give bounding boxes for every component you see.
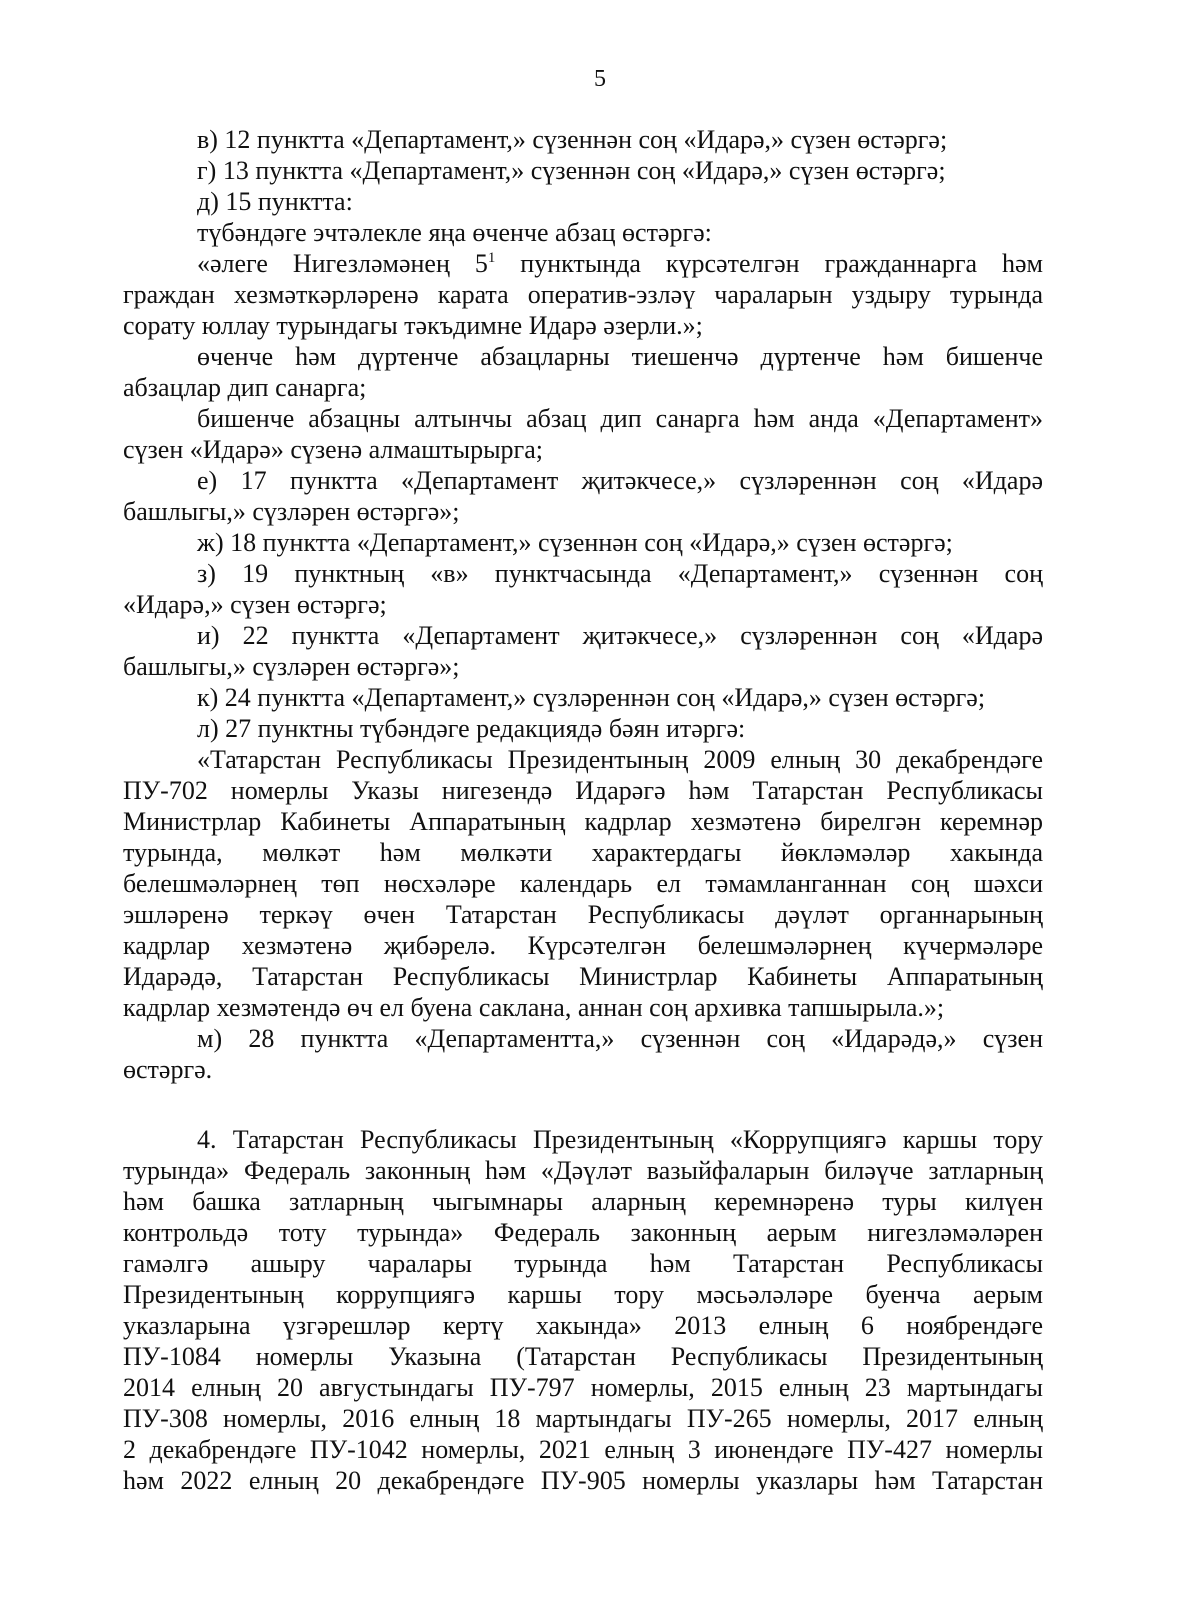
- text-line: [123, 1054, 1043, 1085]
- line-text-tail: пунктында күрсәтелгән гражданнарга һәм: [495, 249, 1043, 278]
- text-line: [123, 217, 1043, 248]
- text-line: [123, 992, 1043, 1023]
- line-text: Президентының коррупциягә каршы тору мәсьәләләре буенча аерым: [123, 1280, 1043, 1309]
- text-line: [123, 1434, 1043, 1465]
- line-text: абзацлар дип санарга;: [123, 373, 367, 402]
- line-text: и) 22 пунктта «Департамент җитәкчесе,» сүзләреннән соң «Идарә: [197, 621, 1043, 650]
- line-text: гамәлгә ашыру чаралары турында һәм Татарстан Республикасы: [123, 1249, 1043, 1278]
- line-text: турында» Федераль законның һәм «Дәүләт вазыйфаларын биләүче затларның: [123, 1156, 1043, 1185]
- line-text: 4. Татарстан Республикасы Президентының «Коррупциягә каршы тору: [197, 1125, 1043, 1154]
- text-line: [123, 155, 1043, 186]
- text-line: [123, 806, 1043, 837]
- line-text: ж) 18 пунктта «Департамент,» сүзеннән соң «Идарә,» сүзен өстәргә;: [197, 528, 953, 557]
- text-line: [123, 1155, 1043, 1186]
- line-text: Идарәдә, Татарстан Республикасы Министрлар Кабинеты Аппаратының: [123, 962, 1043, 991]
- text-line: [123, 527, 1043, 558]
- line-text: Министрлар Кабинеты Аппаратының кадрлар хезмәтенә бирелгән керемнәр: [123, 807, 1043, 836]
- line-text: ПУ-308 номерлы, 2016 елның 18 мартындагы ПУ-265 номерлы, 2017 елның: [123, 1404, 1043, 1433]
- text-line: [123, 682, 1043, 713]
- text-line: [123, 403, 1043, 434]
- line-text: з) 19 пунктның «в» пунктчасында «Департамент,» сүзеннән соң: [197, 559, 1043, 588]
- text-line: [123, 1186, 1043, 1217]
- text-line: [123, 1310, 1043, 1341]
- line-text: 2 декабрендәге ПУ-1042 номерлы, 2021 елның 3 июнендәге ПУ-427 номерлы: [123, 1435, 1043, 1464]
- line-text: граждан хезмәткәрләренә карата оператив-эзләү чараларын уздыру турында: [123, 280, 1043, 309]
- text-line: [123, 961, 1043, 992]
- line-text: кадрлар хезмәтенә җибәрелә. Күрсәтелгән белешмәләрнең күчермәләре: [123, 931, 1043, 960]
- line-text: эшләренә теркәү өчен Татарстан Республикасы дәүләт органнарының: [123, 900, 1043, 929]
- text-line: [123, 1248, 1043, 1279]
- line-text: контрольдә тоту турында» Федераль законның аерым нигезләмәләрен: [123, 1218, 1043, 1247]
- line-text: в) 12 пунктта «Департамент,» сүзеннән соң «Идарә,» сүзен өстәргә;: [197, 125, 948, 154]
- line-text: түбәндәге эчтәлекле яңа өченче абзац өстәргә:: [197, 218, 712, 247]
- text-line: [123, 310, 1043, 341]
- text-line: [123, 434, 1043, 465]
- line-text: сүзен «Идарә» сүзенә алмаштырырга;: [123, 435, 543, 464]
- text-line: [123, 124, 1043, 155]
- superscript: 1: [487, 250, 496, 266]
- line-text: һәм башка затларның чыгымнары аларның керемнәренә туры килүен: [123, 1187, 1043, 1216]
- text-line: [123, 496, 1043, 527]
- page-number: 5: [594, 66, 606, 92]
- line-text: е) 17 пунктта «Департамент җитәкчесе,» сүзләреннән соң «Идарә: [197, 466, 1043, 495]
- text-line: [123, 775, 1043, 806]
- line-text: башлыгы,» сүзләрен өстәргә»;: [123, 497, 460, 526]
- line-text: өстәргә.: [123, 1055, 213, 1084]
- text-line: [123, 1217, 1043, 1248]
- line-text: сорату юллау турындагы тәкъдимне Идарә әзерли.»;: [123, 311, 703, 340]
- text-line: [123, 713, 1043, 744]
- text-line: [123, 868, 1043, 899]
- line-text: кадрлар хезмәтендә өч ел буена саклана, аннан соң архивка тапшырыла.»;: [123, 993, 945, 1022]
- line-text: белешмәләрнең төп нөсхәләре календарь ел тәмамланганнан соң шәхси: [123, 869, 1043, 898]
- line-text: г) 13 пунктта «Департамент,» сүзеннән соң «Идарә,» сүзен өстәргә;: [197, 156, 946, 185]
- paragraph-spacer: [123, 1085, 1043, 1124]
- line-text: турында, мөлкәт һәм мөлкәти характердагы йөкләмәләр хакында: [123, 838, 1043, 867]
- text-line: [123, 279, 1043, 310]
- line-text: «Татарстан Республикасы Президентының 2009 елның 30 декабрендәге: [197, 745, 1043, 774]
- text-line: [123, 930, 1043, 961]
- text-line: [123, 248, 1043, 279]
- text-line: [123, 558, 1043, 589]
- text-line: [123, 1023, 1043, 1054]
- text-line: [123, 837, 1043, 868]
- text-line: [123, 899, 1043, 930]
- line-text: 2014 елның 20 августындагы ПУ-797 номерлы, 2015 елның 23 мартындагы: [123, 1373, 1043, 1402]
- text-line: [123, 1403, 1043, 1434]
- line-text: һәм 2022 елның 20 декабрендәге ПУ-905 номерлы указлары һәм Татарстан: [123, 1466, 1043, 1495]
- text-line: [123, 1279, 1043, 1310]
- text-line: [123, 341, 1043, 372]
- line-text: бишенче абзацны алтынчы абзац дип санарга һәм анда «Департамент»: [197, 404, 1043, 433]
- line-text: м) 28 пунктта «Департаментта,» сүзеннән соң «Идарәдә,» сүзен: [197, 1024, 1043, 1053]
- text-line: [123, 620, 1043, 651]
- document-body: [123, 124, 1043, 1496]
- line-text: «әлеге Нигезләмәнең 5: [197, 249, 488, 278]
- line-text: указларына үзгәрешләр кертү хакында» 2013 елның 6 ноябрендәге: [123, 1311, 1043, 1340]
- text-line: [123, 372, 1043, 403]
- text-line: [123, 589, 1043, 620]
- text-line: [123, 1341, 1043, 1372]
- line-text: ПУ-702 номерлы Указы нигезендә Идарәгә һәм Татарстан Республикасы: [123, 776, 1043, 805]
- text-line: [123, 1372, 1043, 1403]
- text-line: [123, 744, 1043, 775]
- line-text: «Идарә,» сүзен өстәргә;: [123, 590, 387, 619]
- line-text: к) 24 пунктта «Департамент,» сүзләреннән соң «Идарә,» сүзен өстәргә;: [197, 683, 986, 712]
- text-line: [123, 465, 1043, 496]
- text-line: [123, 1465, 1043, 1496]
- line-text: ПУ-1084 номерлы Указына (Татарстан Республикасы Президентының: [123, 1342, 1043, 1371]
- text-line: [123, 1124, 1043, 1155]
- text-line: [123, 651, 1043, 682]
- line-text: л) 27 пунктны түбәндәге редакциядә бәян итәргә:: [197, 714, 746, 743]
- line-text: өченче һәм дүртенче абзацларны тиешенчә дүртенче һәм бишенче: [197, 342, 1043, 371]
- text-line: [123, 186, 1043, 217]
- line-text: башлыгы,» сүзләрен өстәргә»;: [123, 652, 460, 681]
- line-text: д) 15 пунктта:: [197, 187, 353, 216]
